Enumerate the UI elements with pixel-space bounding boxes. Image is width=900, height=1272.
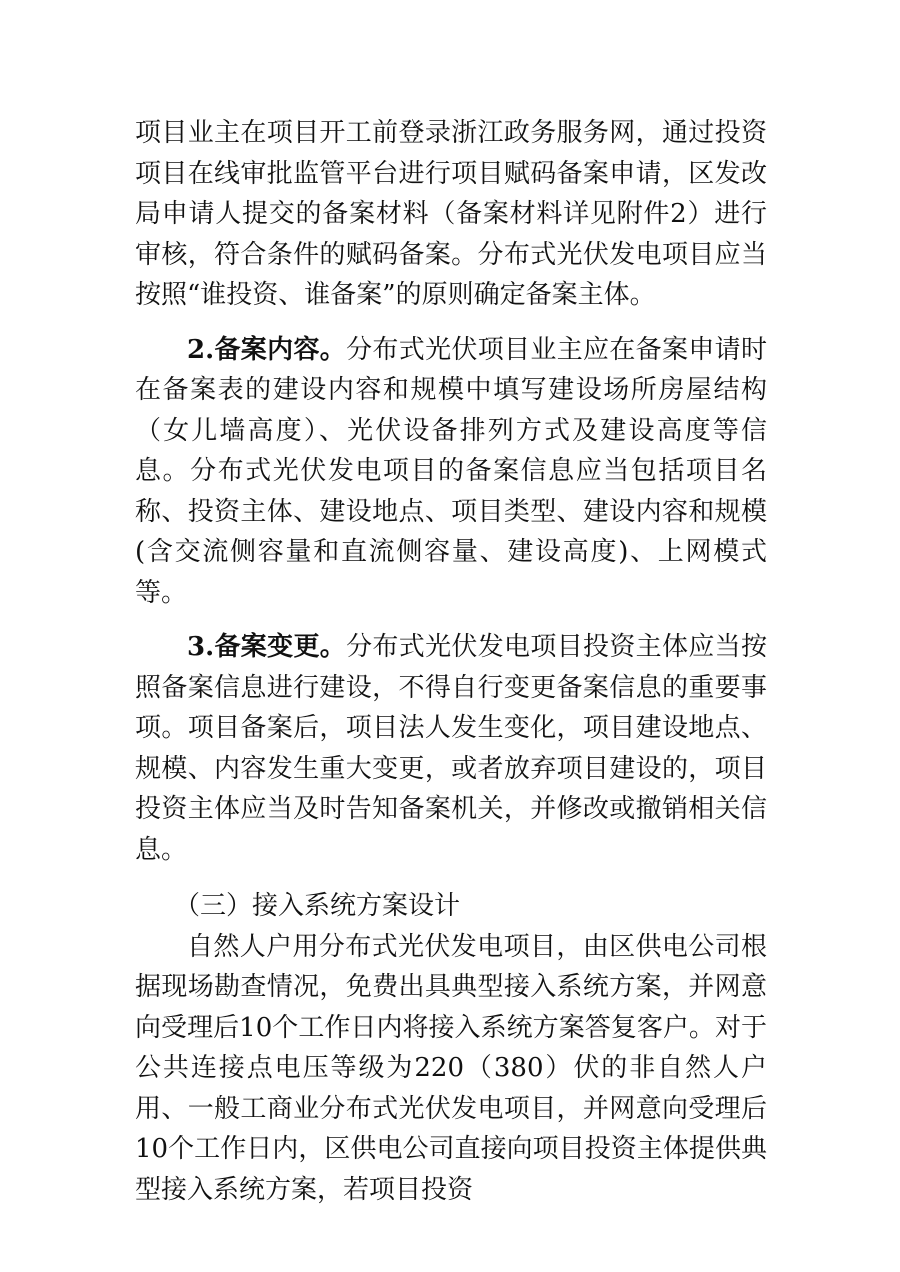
- paragraph-access-system: 自然人户用分布式光伏发电项目，由区供电公司根据现场勘查情况，免费出具典型接入系统方案，并网意向受理后10个工作日内将接入系统方案答复客户。对于公共连接点电压等级为220（380）伏的非自然人户用、一般工商业分布式光伏发电项目，并网意向受理后10个工作日内，区供电公司直接向项目投资主体提供典型接入系统方案，若项目投资: [135, 931, 767, 1205]
- section-heading-access-design: （三）接入系统方案设计: [174, 891, 461, 921]
- filing-change-heading: 3.备案变更。: [187, 632, 347, 662]
- paragraph-filing-content: [135, 330, 767, 614]
- paragraph-filing-change: [135, 627, 767, 870]
- paragraph-filing-application: 项目业主在项目开工前登录浙江政务服务网，通过投资项目在线审批监管平台进行项目赋码备案申请，区发改局申请人提交的备案材料（备案材料详见附件2）进行审核，符合条件的赋码备案。分布式光伏发电项目应当按照“谁投资、谁备案”的原则确定备案主体。: [135, 118, 767, 310]
- document-body: [135, 113, 767, 1210]
- filing-content-heading: 2.备案内容。: [187, 334, 347, 365]
- filing-change-body: 分布式光伏发电项目投资主体应当按照备案信息进行建设，不得自行变更备案信息的重要事项。项目备案后，项目法人发生变化，项目建设地点、规模、内容发生重大变更，或者放弃项目建设的，项目投资主体应当及时告知备案机关，并修改或撤销相关信息。: [135, 632, 767, 865]
- filing-content-body: 分布式光伏项目业主应在备案申请时在备案表的建设内容和规模中填写建设场所房屋结构（女儿墙高度）、光伏设备排列方式及建设高度等信息。分布式光伏发电项目的备案信息应当包括项目名称、投资主体、建设地点、项目类型、建设内容和规模(含交流侧容量和直流侧容量、建设高度)、上网模式等。: [135, 334, 767, 608]
